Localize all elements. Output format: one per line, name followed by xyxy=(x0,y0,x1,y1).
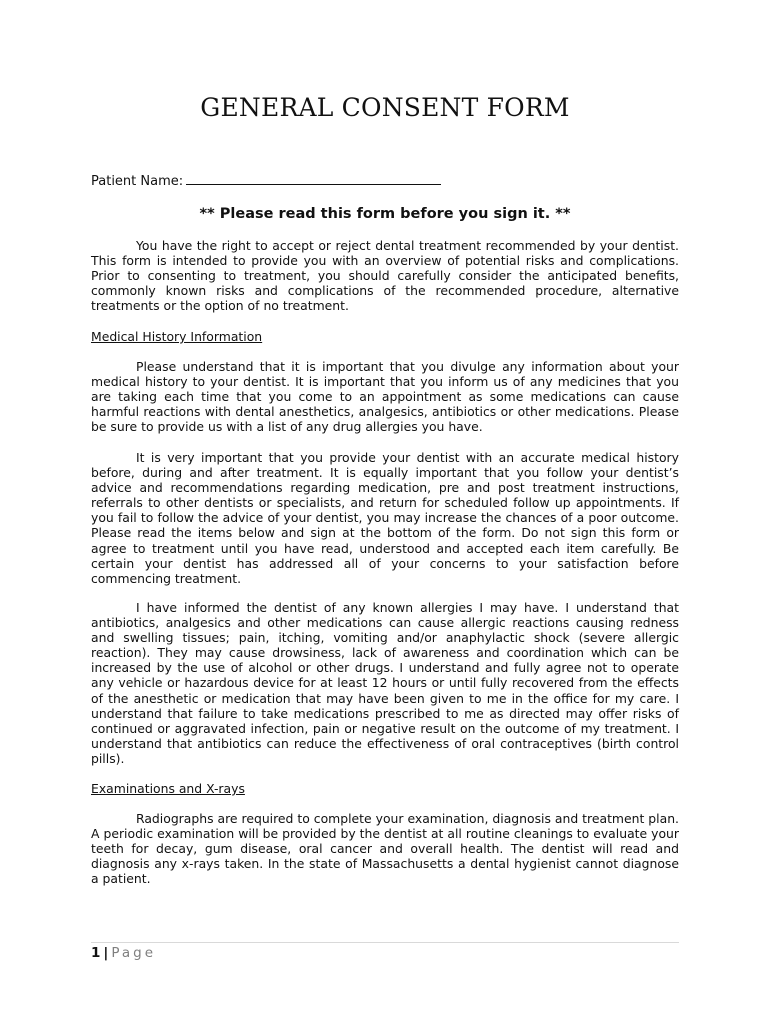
patient-name-label: Patient Name: xyxy=(91,174,184,189)
page-title: GENERAL CONSENT FORM xyxy=(200,93,570,122)
intro-paragraph: You have the right to accept or reject dental treatment recommended by your dentist. This form is intended to provide you with an overview of potential risks and complications. Prior to consenting to treatment, you should carefully consider the anticipated benefits, commonly known risks and complications of the recommended procedure, alternative treatments or the option of no treatment. xyxy=(91,238,679,314)
page-label: Page xyxy=(111,945,157,961)
footer-separator: | xyxy=(103,945,109,961)
medical-history-paragraph: It is very important that you provide your dentist with an accurate medical history before, during and after treatment. It is equally important that you follow your dentist’s advice and recommendations regarding medication, pre and post treatment instructions, referrals to other dentists or specialists, and return for scheduled follow up appointments. If you fail to follow the advice of your dentist, you may increase the chances of a poor outcome. Please read the items below and sign at the bottom of the form. Do not sign this form or agree to treatment until you have read, understood and accepted each item carefully. Be certain your dentist has addressed all of your concerns to your satisfaction before commencing treatment. xyxy=(91,450,679,586)
medical-history-heading: Medical History Information xyxy=(91,329,263,344)
examinations-heading: Examinations and X-rays xyxy=(91,781,245,796)
page-footer xyxy=(91,944,156,962)
read-before-signing-notice: ** Please read this form before you sign it. ** xyxy=(199,206,571,222)
medical-history-paragraph: Please understand that it is important that you divulge any information about your medical history to your dentist. It is important that you inform us of any medicines that you are taking each time that you come to an appointment as some medications can cause harmful reactions with dental anesthetics, analgesics, antibiotics or other medications. Please be sure to provide us with a list of any drug allergies you have. xyxy=(91,359,679,435)
page-number: 1 xyxy=(91,945,101,961)
document-page xyxy=(91,0,679,1024)
patient-name-field xyxy=(91,172,441,191)
medical-history-paragraph: I have informed the dentist of any known allergies I may have. I understand that antibiotics, analgesics and other medications can cause allergic reactions causing redness and swelling tissues; pain, itching, vomiting and/or anaphylactic shock (severe allergic reaction). They may cause drowsiness, lack of awareness and coordination which can be increased by the use of alcohol or other drugs. I understand and fully agree not to operate any vehicle or hazardous device for at least 12 hours or until fully recovered from the effects of the anesthetic or medication that may have been given to me in the office for my care. I understand that failure to take medications prescribed to me as directed may offer risks of continued or aggravated infection, pain or negative result on the outcome of my treatment. I understand that antibiotics can reduce the effectiveness of oral contraceptives (birth control pills). xyxy=(91,600,679,766)
patient-name-blank-line xyxy=(186,172,441,185)
examinations-paragraph: Radiographs are required to complete your examination, diagnosis and treatment plan. A periodic examination will be provided by the dentist at all routine cleanings to evaluate your teeth for decay, gum disease, oral cancer and overall health. The dentist will read and diagnosis any x-rays taken. In the state of Massachusetts a dental hygienist cannot diagnose a patient. xyxy=(91,811,679,887)
footer-divider xyxy=(91,942,679,943)
